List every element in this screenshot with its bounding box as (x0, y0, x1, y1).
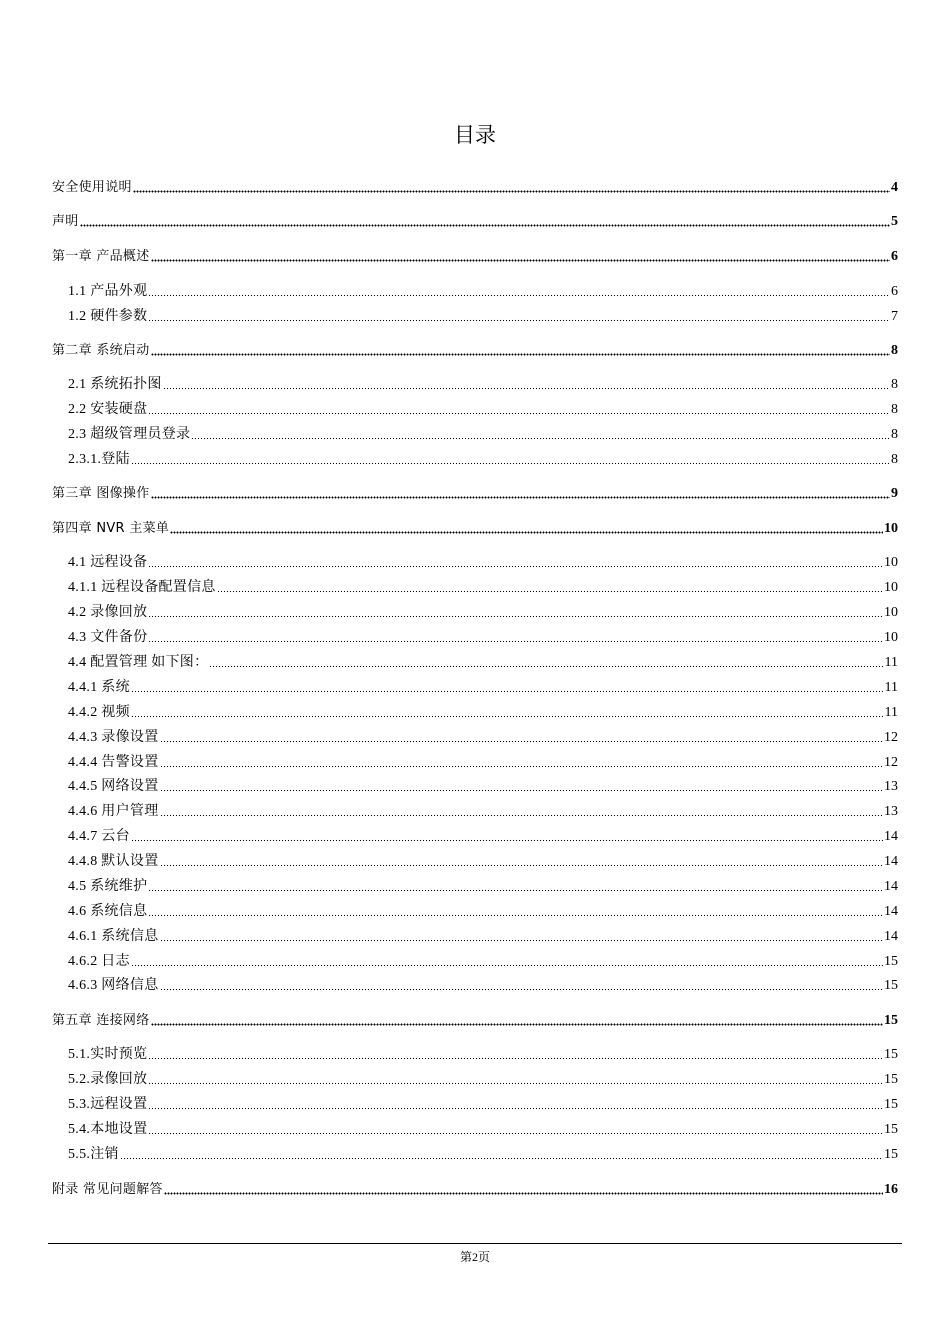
toc-page-number: 14 (884, 854, 898, 869)
toc-dot-leader (163, 386, 890, 390)
toc-entry-title: 2.1 系统拓扑图 (68, 377, 162, 392)
toc-dot-leader (148, 564, 883, 568)
toc-entry-title: 5.1.实时预览 (68, 1047, 148, 1062)
toc-section-entry[interactable] (68, 553, 898, 573)
toc-dot-leader (131, 714, 884, 718)
toc-dot-leader (131, 963, 883, 967)
toc-chapter-entry[interactable] (52, 1180, 898, 1200)
toc-page-number: 15 (884, 1072, 898, 1087)
toc-dot-leader (191, 436, 890, 440)
toc-page-number: 10 (884, 580, 898, 595)
toc-section-entry[interactable] (68, 1145, 898, 1165)
toc-entry-title: 4.6.2 日志 (68, 954, 130, 969)
toc-dot-leader (160, 987, 884, 991)
toc-chapter-entry[interactable] (52, 178, 898, 198)
toc-page-number: 12 (884, 755, 898, 770)
toc-page-number: 15 (884, 1047, 898, 1062)
toc-page-number: 11 (884, 655, 898, 670)
toc-dot-leader (131, 838, 883, 842)
toc-dot-leader (151, 495, 890, 499)
toc-entry-title: 4.4.3 录像设置 (68, 730, 159, 745)
toc-entry-title: 4.4.7 云台 (68, 829, 130, 844)
toc-dot-leader (164, 1191, 883, 1195)
toc-page-number: 7 (891, 309, 898, 324)
toc-dot-leader (131, 461, 890, 465)
toc-section-entry[interactable] (68, 653, 898, 673)
toc-section-entry[interactable] (68, 603, 898, 623)
toc-section-entry[interactable] (68, 827, 898, 847)
toc-page-number: 15 (884, 978, 898, 993)
toc-section-entry[interactable] (68, 1070, 898, 1090)
toc-entry-title: 5.5.注销 (68, 1147, 119, 1162)
toc-page-number: 8 (891, 343, 898, 358)
toc-chapter-entry[interactable] (52, 341, 898, 361)
toc-section-entry[interactable] (68, 450, 898, 470)
toc-entry-title: 4.6.1 系统信息 (68, 929, 159, 944)
toc-dot-leader (148, 411, 890, 415)
toc-entry-title: 声明 (52, 214, 79, 229)
toc-dot-leader (148, 639, 883, 643)
toc-page-number: 8 (891, 402, 898, 417)
toc-chapter-entry[interactable] (52, 519, 898, 539)
toc-dot-leader (148, 913, 883, 917)
toc-page-number: 10 (884, 555, 898, 570)
toc-entry-title: 4.2 录像回放 (68, 605, 148, 620)
toc-page-number: 14 (884, 879, 898, 894)
toc-chapter-entry[interactable] (52, 1011, 898, 1031)
toc-dot-leader (160, 938, 884, 942)
toc-page-number: 15 (884, 1147, 898, 1162)
toc-page-number: 14 (884, 829, 898, 844)
toc-section-entry[interactable] (68, 578, 898, 598)
toc-section-entry[interactable] (68, 307, 898, 327)
toc-entry-title: 第四章 NVR 主菜单 (52, 521, 170, 536)
page-title: 目录 (454, 123, 496, 147)
toc-chapter-entry[interactable] (52, 484, 898, 504)
toc-page-number: 14 (884, 904, 898, 919)
toc-dot-leader (160, 788, 884, 792)
toc-entry-title: 4.6.3 网络信息 (68, 978, 159, 993)
toc-page-number: 11 (884, 705, 898, 720)
toc-dot-leader (160, 739, 884, 743)
toc-chapter-entry[interactable] (52, 247, 898, 267)
toc-section-entry[interactable] (68, 927, 898, 947)
toc-page-number: 6 (891, 284, 898, 299)
toc-entry-title: 4.3 文件备份 (68, 630, 148, 645)
toc-section-entry[interactable] (68, 628, 898, 648)
toc-dot-leader (148, 318, 890, 322)
toc-page-number: 15 (884, 1122, 898, 1137)
toc-entry-title: 4.4.4 告警设置 (68, 755, 159, 770)
toc-section-entry[interactable] (68, 753, 898, 773)
toc-page-number: 13 (884, 779, 898, 794)
toc-entry-title: 1.1 产品外观 (68, 284, 148, 299)
toc-entry-title: 第三章 图像操作 (52, 486, 150, 501)
toc-page-number: 8 (891, 377, 898, 392)
toc-page-number: 15 (884, 1013, 898, 1028)
toc-section-entry[interactable] (68, 902, 898, 922)
toc-section-entry[interactable] (68, 952, 898, 972)
toc-page-number: 4 (891, 180, 898, 195)
toc-dot-leader (209, 664, 883, 668)
toc-dot-leader (160, 764, 884, 768)
toc-section-entry[interactable] (68, 375, 898, 395)
toc-dot-leader (148, 1056, 883, 1060)
toc-entry-title: 2.3 超级管理员登录 (68, 427, 191, 442)
toc-section-entry[interactable] (68, 1120, 898, 1140)
toc-page-number: 13 (884, 804, 898, 819)
toc-entry-title: 4.4.1 系统 (68, 680, 130, 695)
toc-section-entry[interactable] (68, 802, 898, 822)
toc-page-number: 16 (884, 1182, 898, 1197)
toc-page-number: 14 (884, 929, 898, 944)
toc-section-entry[interactable] (68, 976, 898, 996)
toc-section-entry[interactable] (68, 400, 898, 420)
toc-dot-leader (148, 293, 890, 297)
toc-dot-leader (148, 1131, 883, 1135)
toc-section-entry[interactable] (68, 1095, 898, 1115)
toc-entry-title: 2.3.1.登陆 (68, 452, 130, 467)
toc-dot-leader (148, 888, 883, 892)
toc-entry-title: 5.3.远程设置 (68, 1097, 148, 1112)
toc-page-number: 12 (884, 730, 898, 745)
toc-entry-title: 5.4.本地设置 (68, 1122, 148, 1137)
toc-section-entry[interactable] (68, 877, 898, 897)
toc-dot-leader (148, 614, 883, 618)
toc-entry-title: 4.5 系统维护 (68, 879, 148, 894)
toc-dot-leader (151, 1022, 883, 1026)
toc-dot-leader (120, 1156, 883, 1160)
toc-dot-leader (148, 1081, 883, 1085)
toc-entry-title: 第五章 连接网络 (52, 1013, 150, 1028)
toc-dot-leader (160, 863, 884, 867)
toc-page-number: 10 (884, 521, 898, 536)
toc-page-number: 11 (884, 680, 898, 695)
footer-divider (48, 1243, 902, 1244)
toc-section-entry[interactable] (68, 1045, 898, 1065)
toc-page-number: 10 (884, 630, 898, 645)
toc-dot-leader (170, 530, 883, 534)
toc-dot-leader (148, 1106, 883, 1110)
toc-section-entry[interactable] (68, 852, 898, 872)
toc-entry-title: 4.4.6 用户管理 (68, 804, 159, 819)
toc-entry-title: 4.6 系统信息 (68, 904, 148, 919)
toc-section-entry[interactable] (68, 728, 898, 748)
toc-dot-leader (80, 223, 890, 227)
toc-page-number: 9 (891, 486, 898, 501)
toc-section-entry[interactable] (68, 777, 898, 797)
toc-page-number: 8 (891, 427, 898, 442)
toc-entry-title: 1.2 硬件参数 (68, 309, 148, 324)
page-number: 第2页 (459, 1250, 490, 1264)
toc-entry-title: 第二章 系统启动 (52, 343, 150, 358)
toc-entry-title: 第一章 产品概述 (52, 249, 150, 264)
toc-section-entry[interactable] (68, 703, 898, 723)
toc-dot-leader (217, 589, 883, 593)
toc-entry-title: 4.1 远程设备 (68, 555, 148, 570)
toc-chapter-entry[interactable] (52, 212, 898, 232)
toc-entry-title: 安全使用说明 (52, 180, 132, 195)
toc-dot-leader (160, 813, 884, 817)
toc-dot-leader (151, 258, 890, 262)
toc-page-number: 15 (884, 954, 898, 969)
toc-section-entry[interactable] (68, 282, 898, 302)
toc-entry-title: 4.4.2 视频 (68, 705, 130, 720)
toc-page-number: 10 (884, 605, 898, 620)
toc-dot-leader (131, 689, 884, 693)
toc-section-entry[interactable] (68, 425, 898, 445)
toc-entry-title: 5.2.录像回放 (68, 1072, 148, 1087)
toc-page-number: 15 (884, 1097, 898, 1112)
toc-page-number: 5 (891, 214, 898, 229)
toc-entry-title: 4.4.8 默认设置 (68, 854, 159, 869)
toc-entry-title: 4.4.5 网络设置 (68, 779, 159, 794)
toc-entry-title: 2.2 安装硬盘 (68, 402, 148, 417)
toc-entry-title: 4.4 配置管理 如下图： (68, 655, 209, 670)
toc-page-number: 8 (891, 452, 898, 467)
toc-entry-title: 4.1.1 远程设备配置信息 (68, 580, 216, 595)
toc-entry-title: 附录 常见问题解答 (52, 1182, 163, 1197)
toc-dot-leader (151, 352, 890, 356)
toc-page-number: 6 (891, 249, 898, 264)
toc-dot-leader (133, 189, 890, 193)
toc-section-entry[interactable] (68, 678, 898, 698)
